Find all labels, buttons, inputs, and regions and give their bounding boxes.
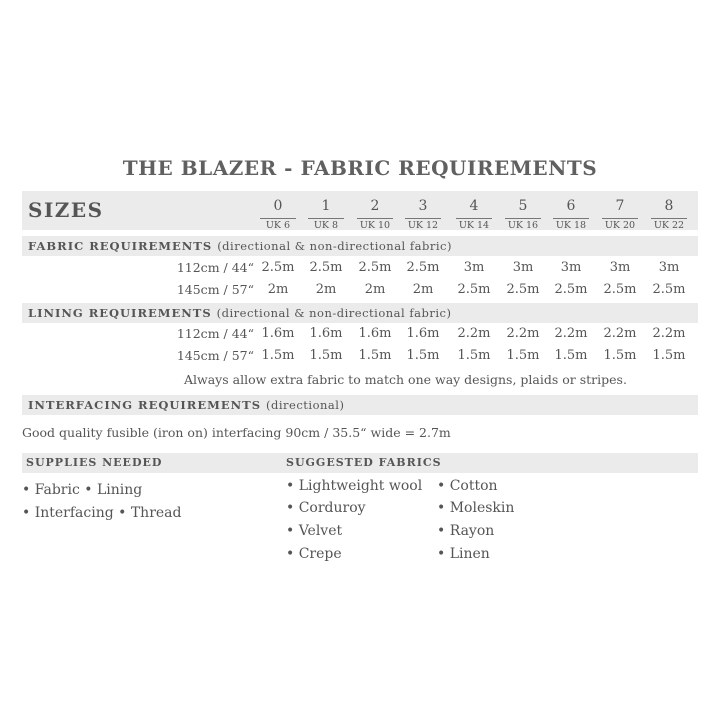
size-number: 8 — [664, 198, 674, 214]
lining-cell: 1.5m — [506, 348, 540, 363]
lining-footnote: Always allow extra fabric to match one way designs, plaids or stripes. — [184, 372, 627, 387]
size-uk: UK 6 — [260, 218, 296, 231]
fabric-cell: 2.5m — [506, 282, 540, 297]
interfacing-heading-note: (directional) — [266, 398, 345, 412]
fabric-cell: 3m — [609, 260, 631, 275]
suggested-fabric-item: • Lightweight wool — [286, 478, 423, 494]
lining-cell: 1.5m — [603, 348, 637, 363]
interfacing-text: Good quality fusible (iron on) interfacing 90cm / 35.5“ wide = 2.7m — [22, 425, 451, 440]
suggested-fabric-item: • Linen — [437, 546, 490, 562]
interfacing-heading-text: INTERFACING REQUIREMENTS — [28, 398, 261, 412]
lining-cell: 2.2m — [457, 326, 491, 341]
fabric-cell: 2m — [315, 282, 337, 297]
fabric-cell: 3m — [560, 260, 582, 275]
suggested-fabric-item: • Crepe — [286, 546, 342, 562]
size-number: 1 — [321, 198, 331, 214]
fabric-cell: 2.5m — [554, 282, 588, 297]
fabric-cell: 2.5m — [406, 260, 440, 275]
lining-cell: 2.2m — [554, 326, 588, 341]
lining-cell: 1.6m — [358, 326, 392, 341]
suggested-fabric-item: • Velvet — [286, 523, 343, 539]
lining-row-label: 112cm / 44“ — [176, 326, 254, 341]
lining-cell: 1.6m — [261, 326, 295, 341]
lining-cell: 1.5m — [358, 348, 392, 363]
lining-cell: 1.6m — [309, 326, 343, 341]
fabric-row-label: 112cm / 44“ — [176, 260, 254, 275]
lining-cell: 2.2m — [652, 326, 686, 341]
fabric-cell: 2.5m — [261, 260, 295, 275]
lining-cell: 1.5m — [652, 348, 686, 363]
lining-cell: 2.2m — [506, 326, 540, 341]
size-number: 5 — [518, 198, 528, 214]
fabric-cell: 2m — [364, 282, 386, 297]
fabric-cell: 2.5m — [457, 282, 491, 297]
suggested-fabric-item: • Corduroy — [286, 500, 366, 516]
size-number: 3 — [418, 198, 428, 214]
fabric-cell: 3m — [512, 260, 534, 275]
fabric-cell: 2.5m — [358, 260, 392, 275]
size-uk: UK 16 — [505, 218, 541, 231]
fabric-heading-note: (directional & non-directional fabric) — [217, 239, 452, 253]
fabric-cell: 2m — [267, 282, 289, 297]
fabric-cell: 2.5m — [309, 260, 343, 275]
lining-cell: 1.5m — [406, 348, 440, 363]
supplies-line: • Interfacing • Thread — [22, 505, 182, 521]
size-uk: UK 22 — [651, 218, 687, 231]
lining-cell: 1.5m — [457, 348, 491, 363]
suggested-fabric-item: • Rayon — [437, 523, 495, 539]
size-uk: UK 10 — [357, 218, 393, 231]
fabric-row-label: 145cm / 57“ — [176, 282, 254, 297]
lining-cell: 1.5m — [261, 348, 295, 363]
lining-heading — [28, 306, 451, 320]
lining-heading-text: LINING REQUIREMENTS — [28, 306, 212, 320]
size-number: 6 — [566, 198, 576, 214]
fabric-heading — [28, 239, 452, 253]
fabric-cell: 2m — [412, 282, 434, 297]
size-uk: UK 8 — [308, 218, 344, 231]
interfacing-heading — [28, 398, 344, 412]
size-number: 2 — [370, 198, 380, 214]
supplies-line: • Fabric • Lining — [22, 482, 143, 498]
fabric-heading-text: FABRIC REQUIREMENTS — [28, 239, 213, 253]
lining-row-label: 145cm / 57“ — [176, 348, 254, 363]
size-uk: UK 20 — [602, 218, 638, 231]
lining-cell: 1.5m — [309, 348, 343, 363]
lining-cell: 2.2m — [603, 326, 637, 341]
fabric-cell: 3m — [658, 260, 680, 275]
fabric-cell: 2.5m — [652, 282, 686, 297]
lining-heading-note: (directional & non-directional fabric) — [216, 306, 452, 320]
size-uk: UK 12 — [405, 218, 441, 231]
fabric-cell: 2.5m — [603, 282, 637, 297]
lining-cell: 1.6m — [406, 326, 440, 341]
size-number: 0 — [273, 198, 283, 214]
sizes-label: SIZES — [28, 198, 104, 222]
fabric-cell: 3m — [463, 260, 485, 275]
size-number: 4 — [469, 198, 479, 214]
size-uk: UK 18 — [553, 218, 589, 231]
suggested-fabric-item: • Cotton — [437, 478, 498, 494]
suggested-heading: SUGGESTED FABRICS — [286, 456, 442, 469]
suggested-fabric-item: • Moleskin — [437, 500, 515, 516]
supplies-heading: SUPPLIES NEEDED — [26, 456, 163, 469]
page-title: THE BLAZER - FABRIC REQUIREMENTS — [122, 156, 598, 180]
size-uk: UK 14 — [456, 218, 492, 231]
lining-cell: 1.5m — [554, 348, 588, 363]
size-number: 7 — [615, 198, 625, 214]
